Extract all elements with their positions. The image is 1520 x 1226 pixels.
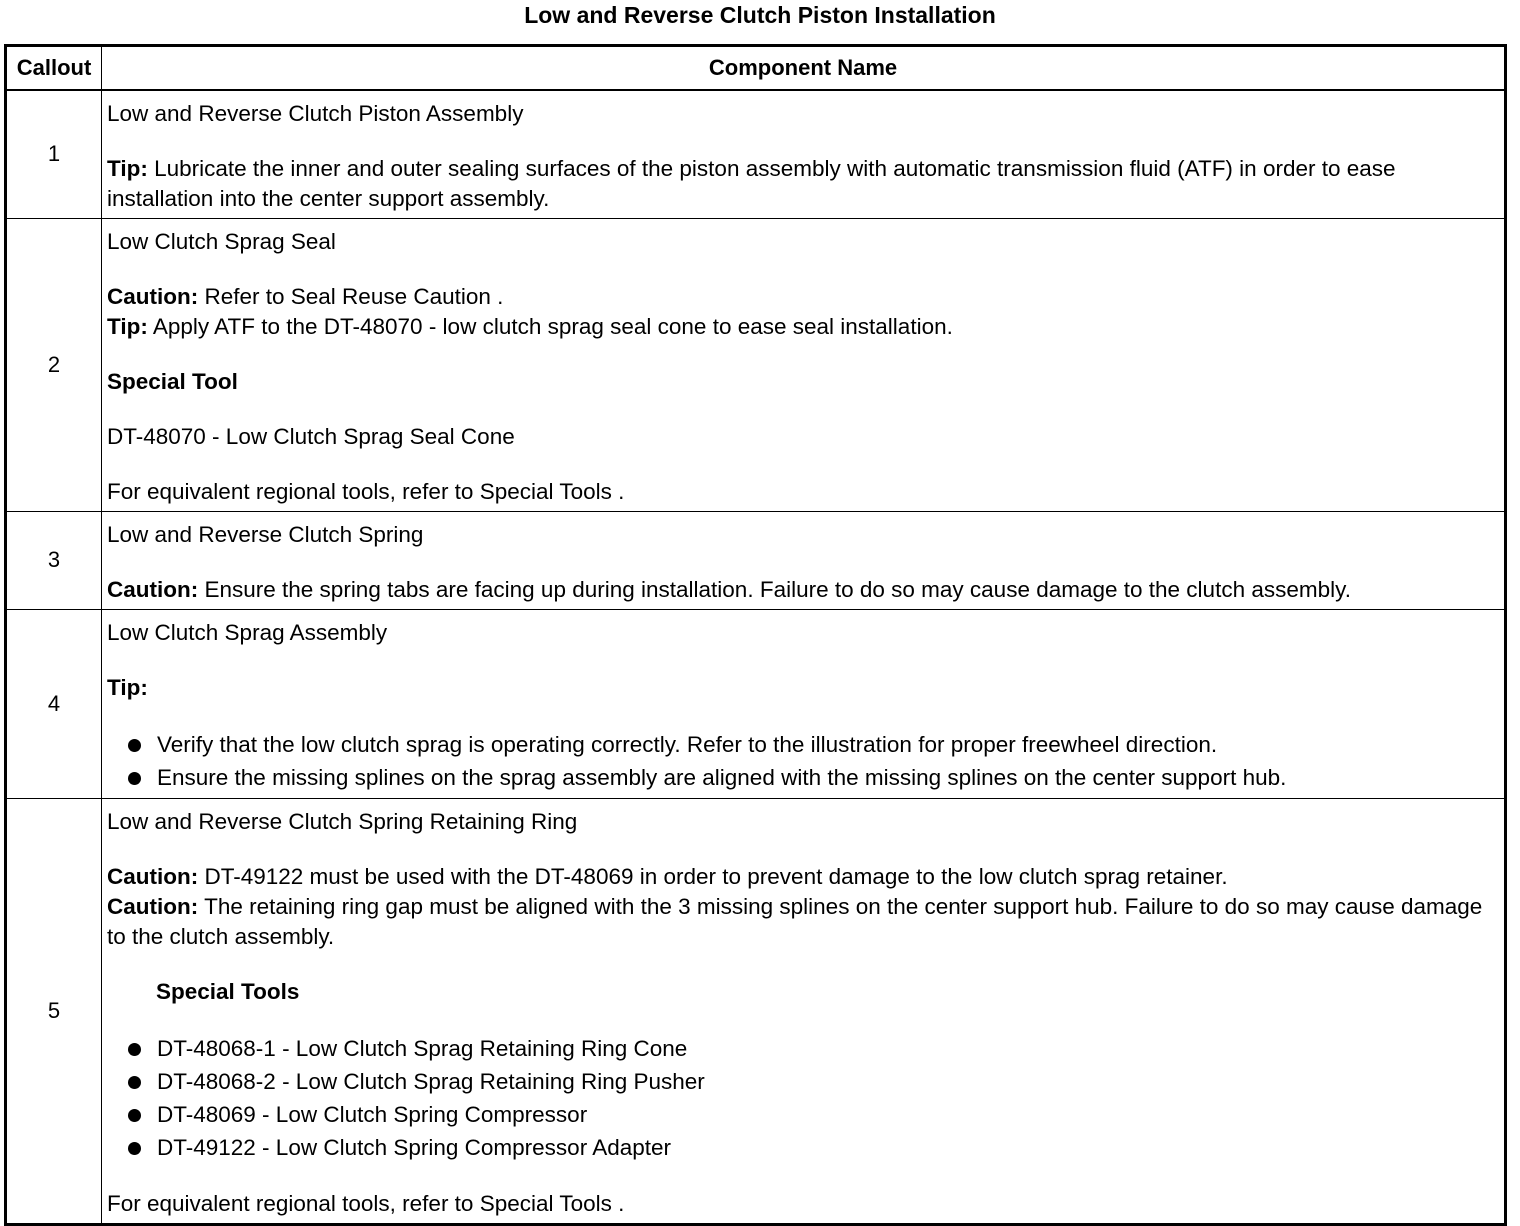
caution-note xyxy=(107,892,1494,952)
tip-text: Apply ATF to the DT-48070 - low clutch sprag seal cone to ease seal installation. xyxy=(147,313,953,339)
caution-text: Ensure the spring tabs are facing up during installation. Failure to do so may cause damage to the clutch assembly. xyxy=(198,576,1351,602)
regional-tools-note: For equivalent regional tools, refer to Special Tools . xyxy=(107,478,625,504)
tip-label: Tip: xyxy=(107,155,148,181)
table-row xyxy=(6,511,1506,609)
list-item: DT-48068-2 - Low Clutch Sprag Retaining Ring Pusher xyxy=(125,1065,1494,1098)
callout-number: 3 xyxy=(6,511,102,609)
caution-text: The retaining ring gap must be aligned with the 3 missing splines on the center support hub. Failure to do so may cause damage to the clutch assembly. xyxy=(107,893,1483,949)
document-title: Low and Reverse Clutch Piston Installation xyxy=(524,2,996,28)
component-name-header: Component Name xyxy=(102,46,1506,90)
component-cell xyxy=(102,218,1506,511)
list-item: DT-49122 - Low Clutch Spring Compressor Adapter xyxy=(125,1131,1494,1164)
component-cell xyxy=(102,511,1506,609)
component-cell xyxy=(102,609,1506,798)
callout-number: 1 xyxy=(6,90,102,219)
tip-label: Tip: xyxy=(107,674,148,700)
list-item: Ensure the missing splines on the sprag assembly are aligned with the missing splines on the center support hub. xyxy=(125,761,1494,794)
callout-header: Callout xyxy=(6,46,102,90)
tip-note xyxy=(107,312,1494,342)
tip-label: Tip: xyxy=(107,313,148,339)
regional-tools-note: For equivalent regional tools, refer to Special Tools . xyxy=(107,1190,625,1216)
table-header-row xyxy=(6,46,1506,90)
caution-note xyxy=(107,282,1494,312)
caution-label: Caution: xyxy=(107,863,199,889)
caution-label: Caution: xyxy=(107,576,199,602)
table-row xyxy=(6,609,1506,798)
tip-bullet-list xyxy=(107,728,1494,794)
caution-note xyxy=(107,575,1494,605)
table-row xyxy=(6,218,1506,511)
component-name: Low and Reverse Clutch Spring Retaining Ring xyxy=(107,808,578,834)
caution-note xyxy=(107,862,1494,892)
list-item: Verify that the low clutch sprag is operating correctly. Refer to the illustration for proper freewheel direction. xyxy=(125,728,1494,761)
special-tools-heading: Special Tools xyxy=(156,978,300,1004)
callout-number: 4 xyxy=(6,609,102,798)
component-name: Low and Reverse Clutch Piston Assembly xyxy=(107,100,524,126)
tip-note xyxy=(107,154,1494,214)
caution-text: Refer to Seal Reuse Caution . xyxy=(198,283,504,309)
component-table xyxy=(4,44,1507,1226)
special-tool-heading: Special Tool xyxy=(107,368,238,394)
component-name: Low Clutch Sprag Assembly xyxy=(107,619,388,645)
component-name: Low and Reverse Clutch Spring xyxy=(107,521,424,547)
list-item: DT-48068-1 - Low Clutch Sprag Retaining Ring Cone xyxy=(125,1032,1494,1065)
caution-label: Caution: xyxy=(107,893,199,919)
table-row xyxy=(6,90,1506,219)
caution-text: DT-49122 must be used with the DT-48069 in order to prevent damage to the low clutch sprag retainer. xyxy=(198,863,1228,889)
special-tool-item: DT-48070 - Low Clutch Sprag Seal Cone xyxy=(107,423,515,449)
tip-text: Lubricate the inner and outer sealing surfaces of the piston assembly with automatic transmission fluid (ATF) in order to ease installation into the center support assembly. xyxy=(107,155,1396,211)
list-item: DT-48069 - Low Clutch Spring Compressor xyxy=(125,1098,1494,1131)
special-tools-list xyxy=(107,1032,1494,1164)
component-cell xyxy=(102,90,1506,219)
component-cell xyxy=(102,798,1506,1224)
table-row xyxy=(6,798,1506,1224)
callout-number: 2 xyxy=(6,218,102,511)
callout-number: 5 xyxy=(6,798,102,1224)
component-name: Low Clutch Sprag Seal xyxy=(107,228,336,254)
caution-label: Caution: xyxy=(107,283,199,309)
